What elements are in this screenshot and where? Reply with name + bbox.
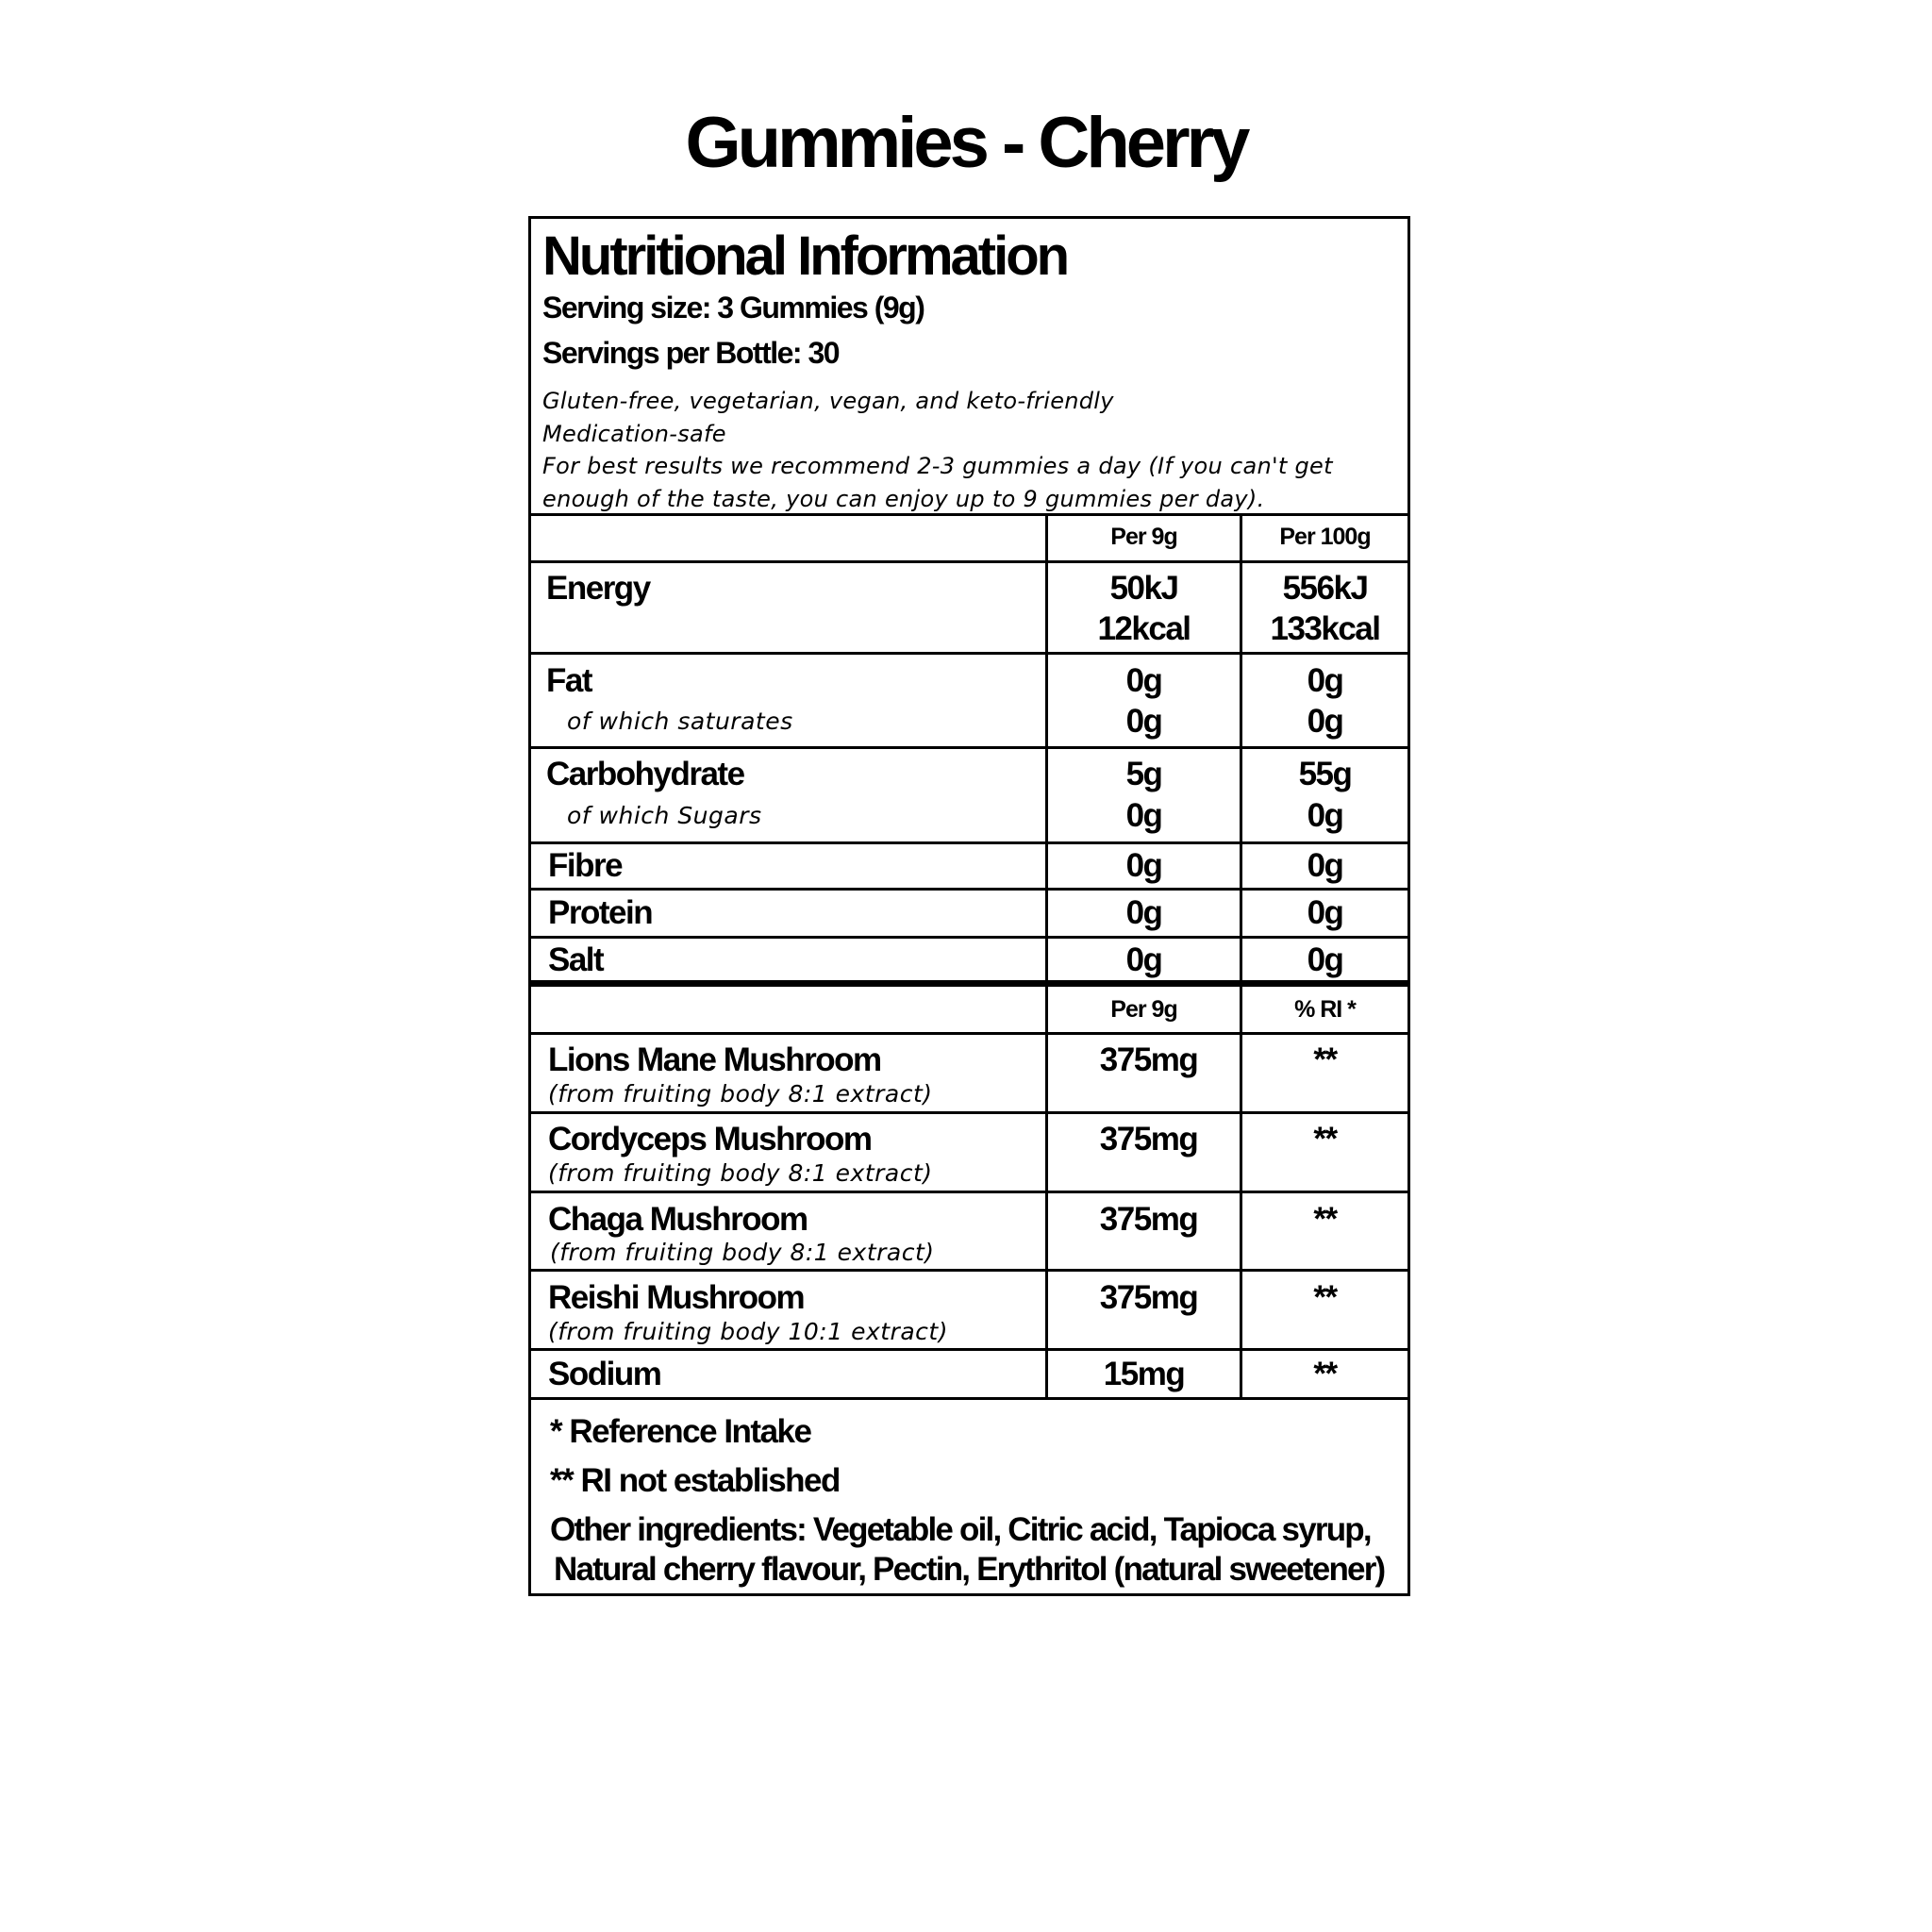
note-medication: Medication-safe xyxy=(542,420,726,447)
product-title: Gummies - Cherry xyxy=(685,103,1247,183)
note-dietary: Gluten-free, vegetarian, vegan, and keto-friendly xyxy=(542,388,1114,414)
active-ri: ** xyxy=(1313,1279,1337,1316)
salt-per100g: 0g xyxy=(1307,941,1343,978)
divider xyxy=(531,1111,1407,1114)
divider xyxy=(531,888,1407,891)
protein-label: Protein xyxy=(548,894,653,931)
active-name: Reishi Mushroom xyxy=(548,1279,805,1316)
sugars-label: of which Sugars xyxy=(567,802,762,829)
carbohydrate-label: Carbohydrate xyxy=(546,756,744,792)
energy-per100g-kcal: 133kcal xyxy=(1270,610,1380,647)
salt-per9g: 0g xyxy=(1125,941,1162,978)
divider xyxy=(531,560,1407,563)
note-recommendation-2: enough of the taste, you can enjoy up to 9 gummies per day). xyxy=(542,485,1265,512)
active-name: Lions Mane Mushroom xyxy=(548,1041,881,1078)
divider xyxy=(531,1348,1407,1351)
header-per-9g-actives: Per 9g xyxy=(1110,996,1177,1023)
saturates-label: of which saturates xyxy=(567,708,793,735)
note-recommendation-1: For best results we recommend 2-3 gummies a day (If you can't get xyxy=(542,453,1333,479)
label-notes xyxy=(542,385,1396,515)
energy-label: Energy xyxy=(546,570,650,607)
header-percent-ri: % RI * xyxy=(1294,996,1356,1023)
saturates-per9g: 0g xyxy=(1125,703,1162,740)
fibre-per100g: 0g xyxy=(1307,847,1343,884)
reference-intake-note: * Reference Intake xyxy=(550,1413,811,1450)
active-detail: (from fruiting body 10:1 extract) xyxy=(548,1318,948,1345)
header-per-9g: Per 9g xyxy=(1110,524,1177,550)
active-ri: ** xyxy=(1313,1121,1337,1158)
divider xyxy=(531,936,1407,939)
nutrition-label-panel xyxy=(528,216,1410,1596)
sugars-per100g: 0g xyxy=(1307,797,1343,834)
divider xyxy=(531,746,1407,749)
divider xyxy=(531,1269,1407,1272)
divider xyxy=(531,841,1407,844)
carbohydrate-per100g: 55g xyxy=(1298,756,1352,792)
servings-per-bottle: Servings per Bottle: 30 xyxy=(542,336,840,370)
active-name: Sodium xyxy=(548,1356,661,1392)
protein-per9g: 0g xyxy=(1125,894,1162,931)
active-detail: (from fruiting body 8:1 extract) xyxy=(550,1239,935,1266)
active-detail: (from fruiting body 8:1 extract) xyxy=(548,1159,933,1187)
salt-label: Salt xyxy=(548,941,604,978)
active-detail: (from fruiting body 8:1 extract) xyxy=(548,1080,933,1108)
protein-per100g: 0g xyxy=(1307,894,1343,931)
other-ingredients-line-2: Natural cherry flavour, Pectin, Erythritol (natural sweetener) xyxy=(554,1551,1385,1588)
active-amount: 375mg xyxy=(1099,1121,1198,1158)
active-amount: 375mg xyxy=(1099,1279,1198,1316)
divider xyxy=(531,1032,1407,1035)
thick-divider xyxy=(531,980,1407,987)
other-ingredients-line-1: Other ingredients: Vegetable oil, Citric acid, Tapioca syrup, xyxy=(550,1511,1371,1548)
active-amount: 15mg xyxy=(1103,1356,1185,1392)
active-amount: 375mg xyxy=(1099,1201,1198,1238)
divider xyxy=(531,513,1407,516)
divider xyxy=(531,1397,1407,1400)
fat-per9g: 0g xyxy=(1125,662,1162,699)
active-amount: 375mg xyxy=(1099,1041,1198,1078)
fat-label: Fat xyxy=(546,662,591,699)
fibre-label: Fibre xyxy=(548,847,623,884)
active-name: Chaga Mushroom xyxy=(548,1201,808,1238)
energy-per9g-kj: 50kJ xyxy=(1109,570,1178,607)
active-ri: ** xyxy=(1313,1041,1337,1078)
divider xyxy=(531,1191,1407,1193)
active-ri: ** xyxy=(1313,1201,1337,1238)
sugars-per9g: 0g xyxy=(1125,797,1162,834)
label-header xyxy=(542,225,1396,515)
header-per-100g: Per 100g xyxy=(1279,524,1371,550)
nutrition-heading: Nutritional Information xyxy=(542,225,1068,287)
serving-size: Serving size: 3 Gummies (9g) xyxy=(542,291,924,325)
carbohydrate-per9g: 5g xyxy=(1125,756,1162,792)
divider xyxy=(531,652,1407,655)
ri-not-established-note: ** RI not established xyxy=(550,1462,840,1499)
energy-per100g-kj: 556kJ xyxy=(1282,570,1368,607)
energy-per9g-kcal: 12kcal xyxy=(1097,610,1191,647)
active-name: Cordyceps Mushroom xyxy=(548,1121,872,1158)
active-ri: ** xyxy=(1313,1356,1337,1392)
fat-per100g: 0g xyxy=(1307,662,1343,699)
saturates-per100g: 0g xyxy=(1307,703,1343,740)
fibre-per9g: 0g xyxy=(1125,847,1162,884)
